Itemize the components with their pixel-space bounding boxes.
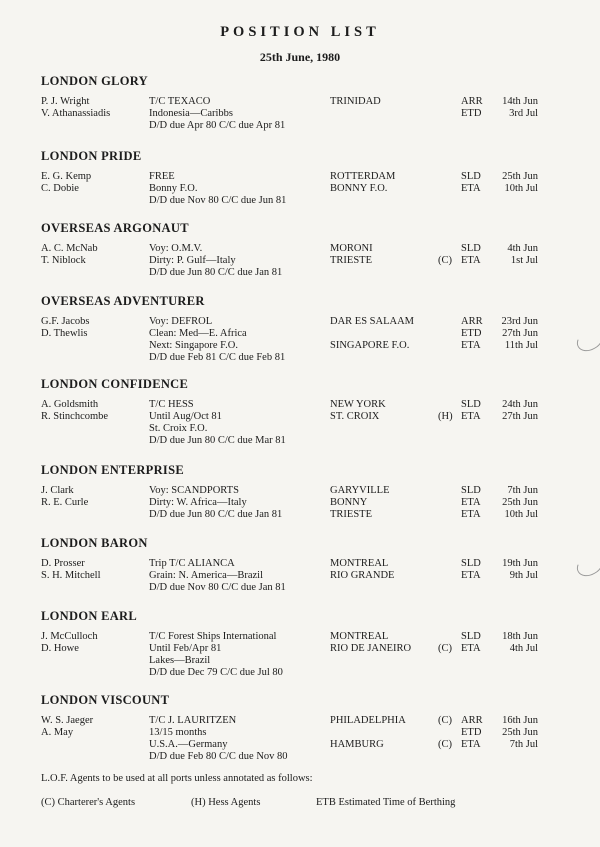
crew-name: A. C. McNab [41,243,98,254]
status-date: 10th Jul [504,183,538,194]
voyage-detail: U.S.A.—Germany [149,739,228,750]
ship-row [0,509,600,521]
crew-name: R. E. Curle [41,497,89,508]
ship-name: LONDON VISCOUNT [41,693,170,707]
ship-row [0,655,600,667]
status-date: 18th Jun [502,631,538,642]
status-date: 27th Jun [502,328,538,339]
voyage-detail: Dirty: P. Gulf—Italy [149,255,236,266]
status-code: ARR [461,715,483,726]
port-name: MONTREAL [330,631,389,642]
ship-row [0,267,600,279]
voyage-detail: D/D due Feb 81 C/C due Feb 81 [149,352,286,363]
status-date: 16th Jun [502,715,538,726]
agent-flag: (C) [438,643,452,654]
voyage-detail: Trip T/C ALIANCA [149,558,235,569]
crew-name: T. Niblock [41,255,86,266]
crew-name: G.F. Jacobs [41,316,90,327]
port-name: PHILADELPHIA [330,715,406,726]
status-date: 4th Jul [509,643,538,654]
voyage-detail: FREE [149,171,175,182]
status-code: ETA [461,570,481,581]
ship-row [0,667,600,679]
status-code: SLD [461,171,481,182]
page-title: POSITION LIST [220,24,380,40]
ship-row [0,120,600,132]
status-code: SLD [461,631,481,642]
voyage-detail: Bonny F.O. [149,183,198,194]
port-name: MORONI [330,243,373,254]
status-code: ETA [461,643,481,654]
agent-flag: (C) [438,715,452,726]
port-name: TRINIDAD [330,96,381,107]
voyage-detail: Voy: DEFROL [149,316,213,327]
status-date: 7th Jun [507,485,538,496]
ship-row [0,316,600,328]
legend-charterers: (C) Charterer's Agents [41,797,136,808]
crew-name: D. Thewlis [41,328,88,339]
status-date: 25th Jun [502,171,538,182]
crew-name: V. Athanassiadis [41,108,111,119]
status-date: 10th Jul [504,509,538,520]
ship-row [0,558,600,570]
voyage-detail: D/D due Feb 80 C/C due Nov 80 [149,751,288,762]
ship-row [0,195,600,207]
port-name: NEW YORK [330,399,386,410]
ship-name: LONDON ENTERPRISE [41,463,184,477]
crew-name: A. May [41,727,74,738]
ship-row [0,411,600,423]
port-name: RIO DE JANEIRO [330,643,412,654]
status-date: 11th Jul [504,340,538,351]
port-name: BONNY [330,497,368,508]
status-date: 7th Jul [509,739,538,750]
voyage-detail: D/D due Nov 80 C/C due Jan 81 [149,582,286,593]
status-code: ETA [461,411,481,422]
crew-name: D. Howe [41,643,79,654]
status-code: ETD [461,108,482,119]
status-date: 23rd Jun [501,316,538,327]
voyage-detail: D/D due Jun 80 C/C due Jan 81 [149,267,283,278]
ship-name: LONDON CONFIDENCE [41,377,189,391]
status-code: SLD [461,243,481,254]
status-code: ETA [461,255,481,266]
status-code: ETA [461,509,481,520]
ship-row [0,171,600,183]
agent-flag: (H) [438,411,453,422]
voyage-detail: Clean: Med—E. Africa [149,328,247,339]
voyage-detail: T/C J. LAURITZEN [149,715,237,726]
port-name: ROTTERDAM [330,171,396,182]
voyage-detail: D/D due Apr 80 C/C due Apr 81 [149,120,286,131]
voyage-detail: T/C HESS [149,399,194,410]
status-code: ETA [461,183,481,194]
ship-name: LONDON EARL [41,609,138,623]
ship-row [0,570,600,582]
voyage-detail: Next: Singapore F.O. [149,340,238,351]
crew-name: W. S. Jaeger [41,715,94,726]
ship-row [0,485,600,497]
footer-note: L.O.F. Agents to be used at all ports unless annotated as follows: [41,773,313,784]
ship-row [0,643,600,655]
voyage-detail: Voy: O.M.V. [149,243,203,254]
agent-flag: (C) [438,255,452,266]
voyage-detail: St. Croix F.O. [149,423,208,434]
port-name: TRIESTE [330,509,372,520]
voyage-detail: Grain: N. America—Brazil [149,570,264,581]
crew-name: P. J. Wright [41,96,90,107]
status-code: SLD [461,485,481,496]
voyage-detail: D/D due Jun 80 C/C due Mar 81 [149,435,286,446]
crew-name: S. H. Mitchell [41,570,101,581]
port-name: HAMBURG [330,739,384,750]
status-date: 3rd Jul [509,108,538,119]
port-name: RIO GRANDE [330,570,395,581]
agent-flag: (C) [438,739,452,750]
crew-name: C. Dobie [41,183,79,194]
status-code: ETD [461,727,482,738]
status-code: ETA [461,497,481,508]
crew-name: R. Stinchcombe [41,411,109,422]
status-date: 27th Jun [502,411,538,422]
crew-name: J. Clark [41,485,74,496]
ship-row [0,582,600,594]
ship-row [0,183,600,195]
port-name: TRIESTE [330,255,372,266]
voyage-detail: Until Feb/Apr 81 [149,643,222,654]
ship-row [0,399,600,411]
ship-row [0,739,600,751]
legend-etb: ETB Estimated Time of Berthing [316,797,456,808]
ship-name: OVERSEAS ADVENTURER [41,294,205,308]
ship-row [0,727,600,739]
legend-hess: (H) Hess Agents [191,797,261,808]
crew-name: J. McCulloch [41,631,98,642]
status-code: SLD [461,558,481,569]
status-date: 9th Jul [509,570,538,581]
port-name: GARYVILLE [330,485,390,496]
port-name: ST. CROIX [330,411,380,422]
status-code: ARR [461,96,483,107]
voyage-detail: 13/15 months [149,727,207,738]
voyage-detail: T/C TEXACO [149,96,211,107]
voyage-detail: Voy: SCANDPORTS [149,485,239,496]
ship-row [0,423,600,435]
status-date: 25th Jun [502,497,538,508]
voyage-detail: D/D due Nov 80 C/C due Jun 81 [149,195,287,206]
crew-name: E. G. Kemp [41,171,92,182]
status-code: ETA [461,340,481,351]
port-name: MONTREAL [330,558,389,569]
port-name: DAR ES SALAAM [330,316,415,327]
status-code: SLD [461,399,481,410]
status-date: 14th Jun [502,96,538,107]
crew-name: D. Prosser [41,558,85,569]
ship-row [0,255,600,267]
voyage-detail: T/C Forest Ships International [149,631,277,642]
ship-name: LONDON GLORY [41,74,148,88]
ship-name: LONDON PRIDE [41,149,142,163]
voyage-detail: Lakes—Brazil [149,655,211,666]
ship-row [0,340,600,352]
voyage-detail: Until Aug/Oct 81 [149,411,222,422]
voyage-detail: Indonesia—Caribbs [149,108,233,119]
ship-name: OVERSEAS ARGONAUT [41,221,189,235]
status-code: ARR [461,316,483,327]
voyage-detail: Dirty: W. Africa—Italy [149,497,247,508]
port-name: SINGAPORE F.O. [330,340,410,351]
ship-row [0,631,600,643]
ship-row [0,352,600,364]
ship-row [0,328,600,340]
ship-row [0,435,600,447]
ship-row [0,108,600,120]
voyage-detail: D/D due Jun 80 C/C due Jan 81 [149,509,283,520]
status-code: ETA [461,739,481,750]
status-date: 24th Jun [502,399,538,410]
ship-row [0,715,600,727]
list-date: 25th June, 1980 [259,50,341,64]
voyage-detail: D/D due Dec 79 C/C due Jul 80 [149,667,283,678]
status-code: ETD [461,328,482,339]
ship-row [0,751,600,763]
status-date: 1st Jul [510,255,538,266]
ship-row [0,96,600,108]
port-name: BONNY F.O. [330,183,388,194]
ship-name: LONDON BARON [41,536,148,550]
status-date: 4th Jun [507,243,538,254]
ship-row [0,497,600,509]
status-date: 25th Jun [502,727,538,738]
status-date: 19th Jun [502,558,538,569]
ship-row [0,243,600,255]
crew-name: A. Goldsmith [41,399,99,410]
